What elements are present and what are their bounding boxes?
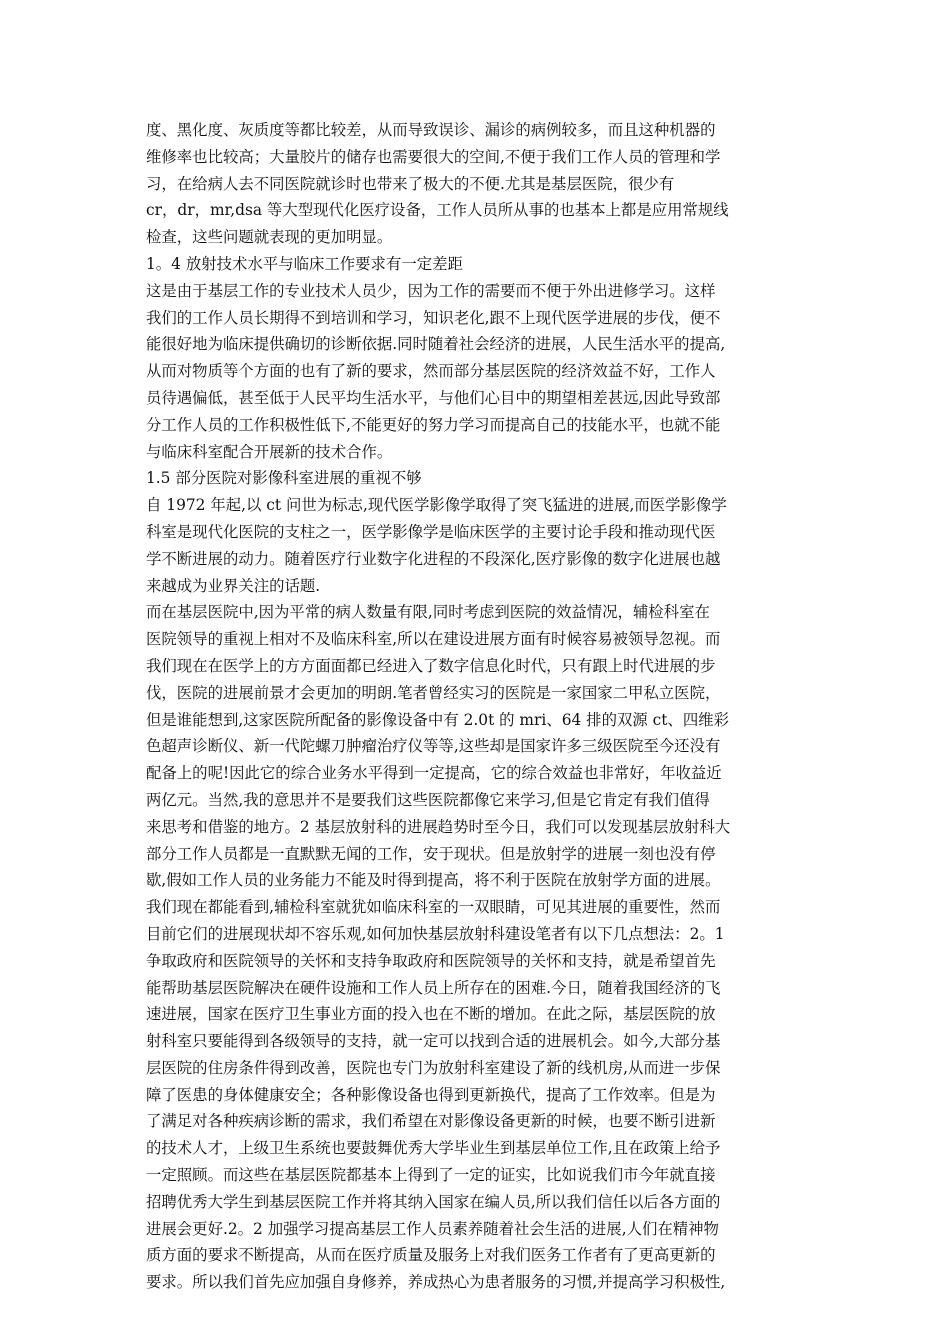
text-line: 来思考和借鉴的地方。2 基层放射科的进展趋势时至今日，我们可以发现基层放射科大 bbox=[146, 817, 731, 836]
text-line: 从而对物质等个方面的也有了新的要求，然而部分基层医院的经济效益不好，工作人 bbox=[146, 362, 716, 381]
text-line: 与临床科室配合开展新的技术合作。 bbox=[146, 442, 393, 461]
text-line: 能帮助基层医院解决在硬件设施和工作人员上所存在的困难.今日，随着我国经济的飞 bbox=[146, 978, 721, 997]
text-line: 维修率也比较高；大量胶片的储存也需要很大的空间,不便于我们工作人员的管理和学 bbox=[146, 147, 721, 166]
text-line: 争取政府和医院领导的关怀和支持争取政府和医院领导的关怀和支持，就是希望首先 bbox=[146, 951, 716, 970]
text-line: 度、黑化度、灰质度等都比较差，从而导致误诊、漏诊的病例较多，而且这种机器的 bbox=[146, 121, 716, 139]
text-line: 员待遇偏低，甚至低于人民平均生活水平，与他们心目中的期望相差甚远,因此导致部 bbox=[146, 388, 721, 407]
text-line: 但是谁能想到,这家医院所配备的影像设备中有 2.0t 的 mri、64 排的双源 ct、四维彩 bbox=[146, 710, 729, 729]
text-line: 科室是现代化医院的支柱之一，医学影像学是临床医学的主要讨论手段和推动现代医 bbox=[146, 522, 716, 541]
text-line: 了满足对各种疾病诊断的需求，我们希望在对影像设备更新的时候，也要不断引进新 bbox=[146, 1112, 716, 1131]
text-line: 障了医患的身体健康安全；各种影像设备也得到更新换代，提高了工作效率。但是为 bbox=[146, 1085, 716, 1104]
text-line: 我们的工作人员长期得不到培训和学习，知识老化,跟不上现代医学进展的步伐，便不 bbox=[146, 308, 721, 327]
text-line: 伐，医院的进展前景才会更加的明朗.笔者曾经实习的医院是一家国家二甲私立医院， bbox=[146, 683, 721, 702]
text-line: 我们现在在医学上的方方面面都已经进入了数字信息化时代，只有跟上时代进展的步 bbox=[146, 656, 716, 675]
text-line: 要求。所以我们首先应加强自身修养，养成热心为患者服务的习惯,并提高学习积极性, bbox=[146, 1273, 726, 1292]
text-line: 分工作人员的工作积极性低下,不能更好的努力学习而提高自己的技能水平，也就不能 bbox=[146, 415, 721, 434]
text-line: 能很好地为临床提供确切的诊断依据.同时随着社会经济的进展，人民生活水平的提高, bbox=[146, 335, 726, 354]
text-line: 医院领导的重视上相对不及临床科室,所以在建设进展方面有时候容易被领导忽视。而 bbox=[146, 630, 721, 649]
text-line: 我们现在都能看到,辅检科室就犹如临床科室的一双眼睛，可见其进展的重要性，然而 bbox=[146, 898, 721, 917]
text-line: 一定照顾。而这些在基层医院都基本上得到了一定的证实，比如说我们市今年就直接 bbox=[146, 1166, 716, 1185]
text-line: 而在基层医院中,因为平常的病人数量有限,同时考虑到医院的效益情况，辅检科室在 bbox=[146, 603, 710, 622]
text-line: 质方面的要求不断提高，从而在医疗质量及服务上对我们医务工作者有了更高更新的 bbox=[146, 1246, 716, 1265]
text-line: 自 1972 年起,以 ct 问世为标志,现代医学影像学取得了突飞猛进的进展,而医学影像学 bbox=[146, 496, 727, 515]
text-line: 两亿元。当然,我的意思并不是要我们这些医院都像它来学习,但是它肯定有我们值得 bbox=[146, 790, 710, 809]
text-line: 部分工作人员都是一直默默无闻的工作，安于现状。但是放射学的进展一刻也没有停 bbox=[146, 844, 716, 863]
text-line: 招聘优秀大学生到基层医院工作并将其纳入国家在编人员,所以我们信任以后各方面的 bbox=[146, 1192, 721, 1211]
text-line: 来越成为业界关注的话题. bbox=[146, 576, 321, 595]
document-body bbox=[146, 117, 806, 1296]
text-line: 目前它们的进展现状却不容乐观,如何加快基层放射科建设笔者有以下几点想法：2。1 bbox=[146, 924, 725, 943]
text-line: 配备上的呢!因此它的综合业务水平得到一定提高，它的综合效益也非常好，年收益近 bbox=[146, 764, 722, 783]
text-line: 1.5 部分医院对影像科室进展的重视不够 bbox=[146, 469, 422, 488]
text-line: 歇,假如工作人员的业务能力不能及时得到提高，将不利于医院在放射学方面的进展。 bbox=[146, 871, 721, 890]
text-line: 1。4 放射技术水平与临床工作要求有一定差距 bbox=[146, 254, 463, 273]
text-line: 射科室只要能得到各级领导的支持，就一定可以找到合适的进展机会。如今,大部分基 bbox=[146, 1032, 721, 1051]
text-line: 学不断进展的动力。随着医疗行业数字化进程的不段深化,医疗影像的数字化进展也越 bbox=[146, 549, 721, 568]
text-line: 进展会更好.2。2 加强学习提高基层工作人员素养随着社会生活的进展,人们在精神物 bbox=[146, 1219, 719, 1238]
text-line: 检查，这些问题就表现的更加明显。 bbox=[146, 228, 393, 247]
text-line: 习，在给病人去不同医院就诊时也带来了极大的不便.尤其是基层医院，很少有 bbox=[146, 174, 675, 193]
text-line: 这是由于基层工作的专业技术人员少，因为工作的需要而不便于外出进修学习。这样 bbox=[146, 281, 716, 300]
text-line: 的技术人才，上级卫生系统也要鼓舞优秀大学毕业生到基层单位工作,且在政策上给予 bbox=[146, 1139, 721, 1158]
text-line: 色超声诊断仪、新一代陀螺刀肿瘤治疗仪等等,这些却是国家许多三级医院至今还没有 bbox=[146, 737, 721, 756]
text-line: cr，dr，mr,dsa 等大型现代化医疗设备，工作人员所从事的也基本上都是应用常规线 bbox=[146, 201, 729, 220]
text-line: 层医院的住房条件得到改善，医院也专门为放射科室建设了新的线机房,从而进一步保 bbox=[146, 1058, 721, 1077]
text-line: 速进展，国家在医疗卫生事业方面的投入也在不断的增加。在此之际，基层医院的放 bbox=[146, 1005, 716, 1024]
